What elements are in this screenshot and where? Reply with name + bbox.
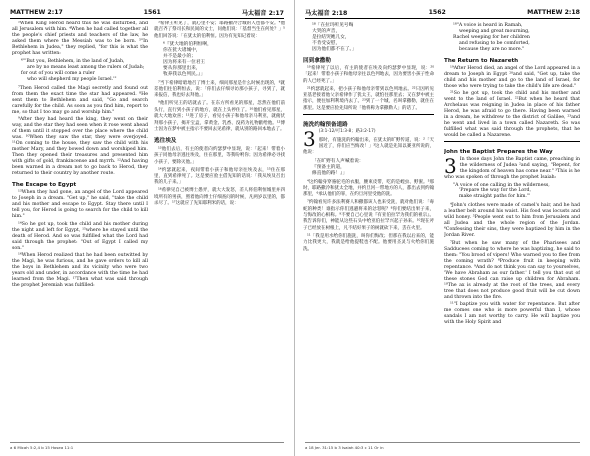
- verse-paragraph: ⁵When King Herod heard this he was disturbed, and all Jerusalem with him. ⁴When he had called together all the people's chief priests and teachers of the law, he asked them where the Messiah was to be born. ⁵"In Bethlehem in Judea," they replied, "for this is what the prophet has written:: [12, 21, 148, 56]
- poem-line: 并不是最小的；: [163, 54, 196, 60]
- verse-paragraph: ¹¹「我是用水给你们施洗，叫你们悔改；但那在我以后来的，能力比我更大，我就是给他提鞋也不配。他要用圣灵与火给你们施洗。: [303, 233, 434, 252]
- header-ref-english: MATTHEW 2:18: [527, 8, 580, 16]
- poem-line: ⁶『犹大地的伯利恒啊，: [163, 42, 212, 48]
- verse-paragraph: ⁴这约翰身穿骆驼毛的衣服，腰束皮带，吃的是蝗虫、野蜜。⁵那时，耶路撒冷和犹太全地，并约旦河一带地方的人，都出去到约翰那里，⁶承认他们的罪，在约旦河里受他的洗。: [303, 179, 434, 198]
- poem-line: "A voice of one calling in the wilderness,: [453, 182, 550, 188]
- verse-paragraph: In those days John the Baptist came, preaching in the wilderness of Judea ²and saying, "Repent, for the kingdom of heaven has come near." ³This is he who was spoken of through the prophet Isaiah:: [444, 156, 580, 180]
- verse-paragraph: ¹⁶When Herod realized that he had been outwitted by the Magi, he was furious, and he gave orders to kill all the boys in Bethlehem and its vicinity who were two years old and under, in accordance with the time he had learned from the Magi. ¹⁷Then what was said through the prophet Jeremiah was fulfilled:: [12, 253, 148, 289]
- running-header: [305, 6, 580, 19]
- verse-paragraph: ¹⁴So he got up, took the child and his mother during the night and left for Egypt, ¹⁵where he stayed until the death of Herod. And so was fulfilled what the Lord had said through the prophet: "Out of Egypt I called my son.": [12, 221, 148, 251]
- chapter-start: [444, 141, 580, 181]
- right-page: [295, 0, 590, 456]
- page-number: 1562: [428, 8, 446, 16]
- poem-line: 你在犹大诸城中，: [163, 48, 201, 54]
- poem-line: ¹⁸"A voice is heard in Ramah,: [453, 23, 523, 28]
- verse-paragraph: ⁷当下希律暗暗地召了博士来，细问那星是什么时候出现的，⁸就差他们往伯利恒去，说：「你们去仔细寻访那小孩子，寻到了，就来报信，我也好去拜他。」: [154, 80, 285, 99]
- section-heading: 逃往埃及: [154, 138, 177, 145]
- section-heading: 施洗约翰预备道路: [303, 121, 348, 128]
- poem-line: ¹⁸「在拉玛听见号啕: [312, 23, 354, 28]
- header-ref-chinese: 马太福音 2:18: [305, 9, 348, 17]
- footnote: a 18 Jer. 31:15 b 3 Isaiah 40:3 c 11 Or in: [305, 442, 580, 450]
- poetry-block: [312, 23, 434, 53]
- header-ref-chinese: 马太福音 2:17: [241, 9, 284, 17]
- poem-line: because they are no more.": [459, 46, 525, 52]
- poem-line: 不肯受安慰，: [312, 40, 341, 46]
- verse-paragraph: ⁹After they had heard the king, they went on their way, and the star they had seen when it rose went ahead of them until it stopped over the place where the child was. ¹⁰When they saw the star, they were overjoyed. ¹¹On coming to the house, they saw the child with his mother Mary, and they bowed down and worshiped him. Then they opened their treasures and presented him with gifts of gold, frankincense and myrrh. ¹²And having been warned in a dream not to go back to Herod, they returned to their country by another route.: [12, 117, 148, 177]
- verse-paragraph: ¹⁹希律死了以后，有主的使者在埃及向约瑟梦中显现，说：²⁰「起来！带着小孩子和他母亲往以色列地去，因为要害小孩子性命的人已经死了。」: [303, 65, 434, 84]
- page-number: 1561: [143, 8, 161, 16]
- poetry-block: [21, 59, 148, 83]
- poem-line: are by no means least among the rulers of Judah;: [27, 64, 145, 70]
- poem-line: 要从你那里出来，: [163, 65, 201, 71]
- verse-paragraph: ⁷约翰看见许多法利赛人和撒都该人也来受洗，就对他们说：「毒蛇的种类！谁指示你们逃避将来的忿怒呢？⁸你们要结出果子来，与悔改的心相称。⁹不要自己心里说『有亚伯拉罕为我们的祖宗』。我告诉你们，神能从这些石头中给亚伯拉罕兴起子孙来。¹⁰现在斧子已经放在树根上，凡不结好果子的树就砍下来，丢在火里。: [303, 200, 434, 231]
- verse-paragraph: ¹³他们去后，有主的使者向约瑟梦中显现，说：「起来！带着小孩子同他母亲逃往埃及，住在那里，等我吩咐你；因为希律必寻找小孩子，要除灭他。」: [154, 146, 285, 165]
- poetry-block: [312, 159, 434, 177]
- verse-paragraph: ⁹他们听见王的话就去了。在东方所看见的那星，忽然在他们前头行，直行到小孩子的地方，就在上头停住了。¹⁰他们看见那星，就大大地欢喜；¹¹进了房子，看见小孩子和他母亲马利亚，就俯伏拜那小孩子，揭开宝盒，拿黄金、乳香、没药为礼物献给他。¹²博士因为在梦中被主指示不要回去见希律，就从别的路回本地去了。: [154, 101, 285, 132]
- poem-line: 是拉结哭她儿女，: [312, 34, 350, 40]
- chinese-column: [303, 21, 434, 421]
- verse-paragraph: ¹⁴约瑟就起来，夜间带着小孩子和他母亲往埃及去，¹⁵住在那里，直到希律死了。这是要应验主借先知的话说：「我从埃及召出我的儿子来。」: [154, 167, 285, 186]
- verse-paragraph: ¹⁹After Herod died, an angel of the Lord appeared in a dream to Joseph in Egypt ²⁰and said, "Get up, take the child and his mother and go to the land of Israel, for those who were trying to take the child's life are dead.": [444, 65, 580, 89]
- poem-line: and refusing to be comforted,: [459, 40, 530, 46]
- running-header: [10, 6, 284, 19]
- poem-line: for out of you will come a ruler: [21, 70, 95, 76]
- verse-paragraph: ¹¹"I baptize you with water for repentance. But after me comes one who is more powerful than I, whose sandals I am not worthy to carry. He will baptize you with the Holy Spirit and: [444, 302, 580, 326]
- poem-line: 因为将来有一位君王: [163, 59, 206, 65]
- poem-line: 「在旷野有人声喊着说：: [312, 158, 364, 164]
- verse-paragraph: ²¹So he got up, took the child and his mother and went to the land of Israel. ²²But when he heard that Archelaus was reigning in Judea in place of his father Herod, he was afraid to go there. Having been warned in a dream, he withdrew to the district of Galilee, ²³and he went and lived in a town called Nazareth. So was fulfilled what was said through the prophets, that he would be called a Nazarene.: [444, 91, 580, 139]
- header-ref-english: MATTHEW 2:17: [10, 8, 63, 16]
- section-heading: John the Baptist Prepares the Way: [444, 148, 553, 155]
- poem-line: ⁶"'But you, Bethlehem, in the land of Judah,: [21, 59, 125, 64]
- poem-line: weeping and great mourning,: [459, 28, 530, 34]
- poem-line: 'Prepare the way for the Lord,: [459, 188, 531, 194]
- section-heading: The Escape to Egypt: [12, 182, 77, 189]
- english-column: [444, 21, 580, 421]
- chinese-column: [154, 21, 285, 421]
- verse-paragraph: ²¹约瑟就起来，把小孩子和他母亲带到以色列地去。²²只因听见亚基老接着他父亲希律作了犹太王，就怕往那里去；又在梦中被主指示，便往加利利境内去了。²³到了一个城，名叫拿撒勒，就住在那里。这是要应验先知所说「他将称为拿撒勒人」的话了。: [303, 86, 434, 111]
- verse-paragraph: ⁷But when he saw many of the Pharisees and Sadducees coming to where he was baptizing, he said to them: "You brood of vipers! Who warned you to flee from the coming wrath? ⁸Produce fruit in keeping with repentance. ⁹And do not think you can say to yourselves, 'We have Abraham as our father.' I tell you that out of these stones God can raise up children for Abraham. ¹⁰The ax is already at the root of the trees, and every tree that does not produce good fruit will be cut down and thrown into the fire.: [444, 240, 580, 300]
- section-heading: The Return to Nazareth: [444, 57, 519, 64]
- chapter-number: 3: [444, 153, 457, 178]
- poem-line: 因为他们都不在了。」: [312, 46, 357, 52]
- poem-line: Rachel weeping for her children: [453, 34, 530, 40]
- poetry-block: [453, 23, 580, 53]
- verse-paragraph: ⁷Then Herod called the Magi secretly and found out from them the exact time the star had appeared. ⁸He sent them to Bethlehem and said, "Go and search carefully for the child. As soon as you find him, report to me, so that I too may go and worship him.": [12, 85, 148, 115]
- poetry-block: [453, 183, 580, 201]
- poem-line: who will shepherd my people Israel.'": [27, 76, 117, 82]
- chapter-start: [303, 114, 434, 157]
- verse-paragraph: ¹³When they had gone, an angel of the Lord appeared to Joseph in a dream. "Get up," he said, "take the child and his mother and escape to Egypt. Stay there until I tell you, for Herod is going to search for the child to kill him.": [12, 190, 148, 220]
- verse-paragraph: 那时，有施洗的约翰出来，在犹太的旷野传道，说：²「天国近了，你们应当悔改！」³这人就是先知以赛亚所说的，他说：: [303, 137, 434, 156]
- poem-line: 修直他的路！』」: [312, 170, 348, 176]
- section-heading: 回到拿撒勒: [303, 57, 331, 64]
- chapter-number: 3: [303, 127, 316, 152]
- verse-paragraph: ⁴John's clothes were made of camel's hair, and he had a leather belt around his waist. His food was locusts and wild honey. ⁵People went out to him from Jerusalem and all Judea and the whole region of the Jordan. ⁶Confessing their sins, they were baptized by him in the Jordan River.: [444, 203, 580, 239]
- verse-paragraph: ³希律王听见了，就心里不安；耶路撒冷合城的人也都不安。⁴他就召齐了祭司长和民间的文士，问他们说：「基督当生在何处？」⁵他们回答说：「在犹太的伯利恒。因为有先知记着说：: [154, 21, 285, 39]
- poetry-block: [163, 42, 285, 77]
- poem-line: 大哭的声音，: [312, 28, 341, 34]
- footnote: a 6 Micah 5:2,4 b 15 Hosea 11:1: [10, 442, 284, 450]
- poem-line: 『预备主的道，: [312, 164, 345, 170]
- verse-paragraph: ¹⁶希律见自己被博士愚弄，就大大发怒，差人将伯利恒城里并四境所有的男孩，照着他向博士仔细查问的时候，凡两岁以里的，都杀尽了。¹⁷这就应了先知耶利米的话，说：: [154, 188, 285, 207]
- poem-line: 牧养我以色列民。』」: [163, 71, 206, 77]
- parallel-references: (3:1-12/可1:3-8；路3:2-17): [318, 129, 376, 135]
- poem-line: make straight paths for him.'": [459, 194, 531, 200]
- english-column: [12, 21, 148, 421]
